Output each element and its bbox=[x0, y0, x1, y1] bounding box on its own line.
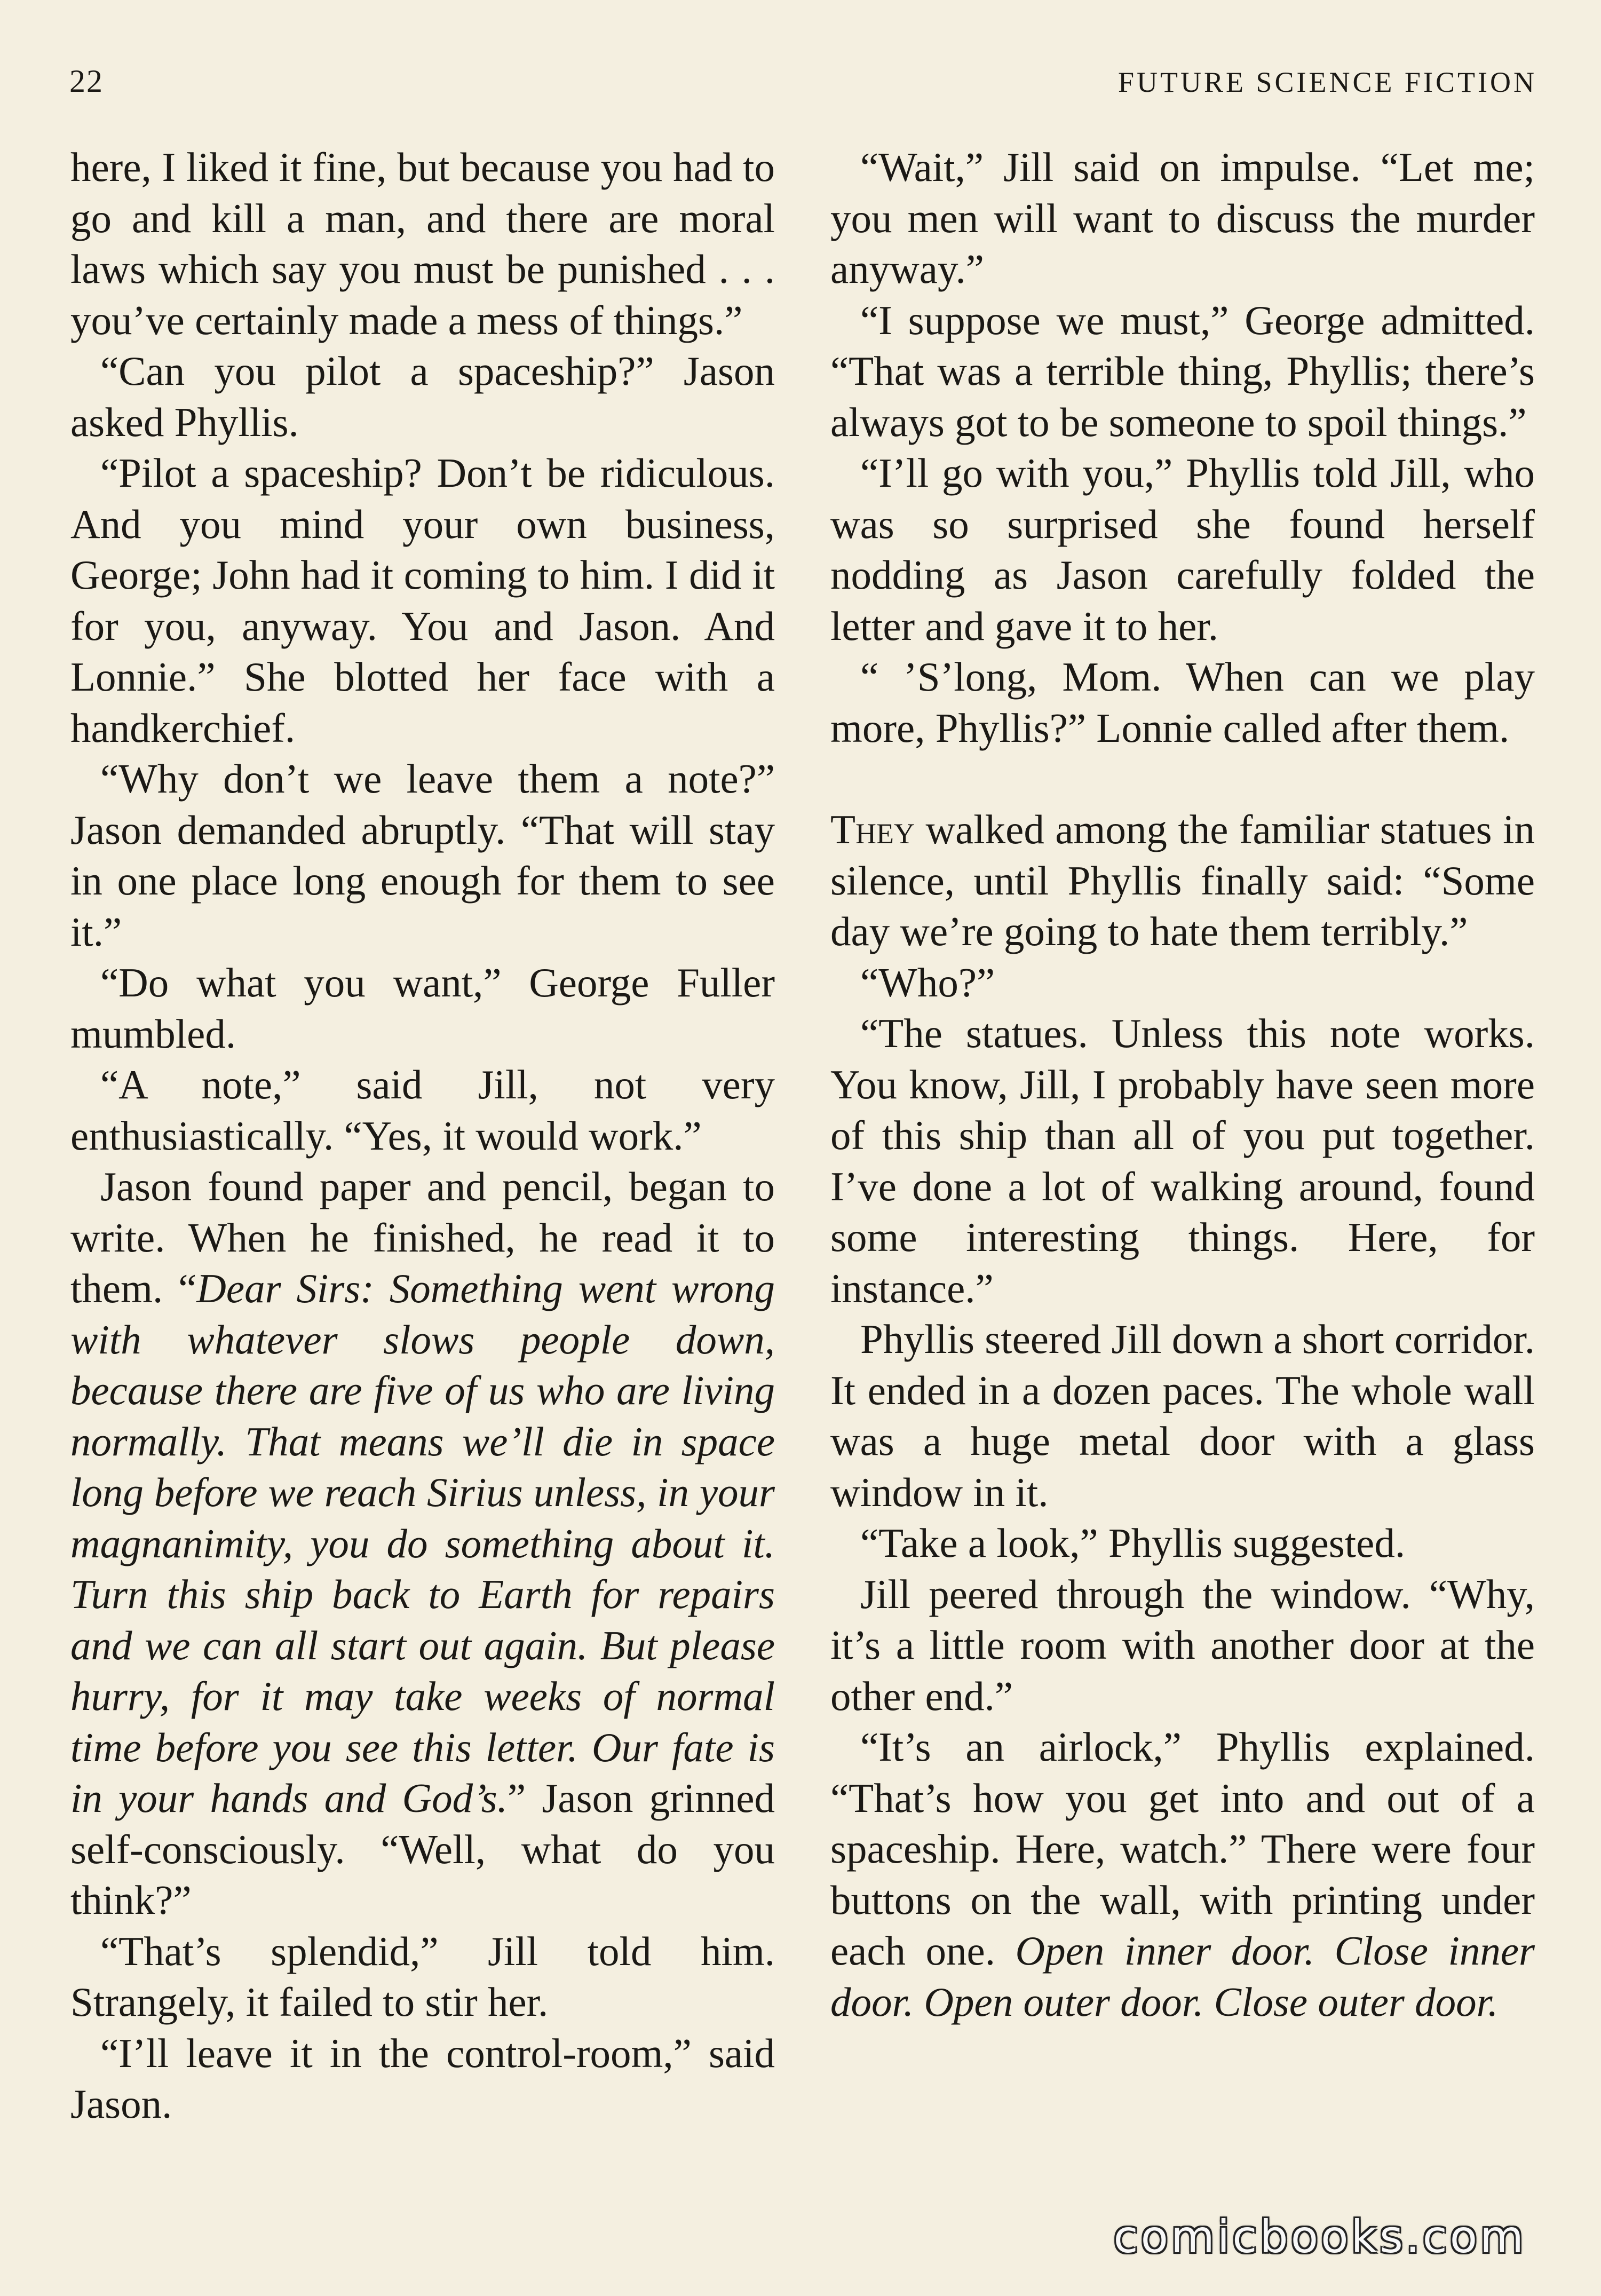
text-run: “I’ll leave it in the control-room,” said Jason. bbox=[70, 2030, 775, 2127]
page-number: 22 bbox=[69, 64, 104, 99]
page-header bbox=[69, 63, 1537, 106]
text-run: here, I liked it fine, but because you had to go and kill a man, and there are moral laws which say you must be punished . . . you’ve certainly made a mess of things.” bbox=[70, 144, 775, 343]
paragraph bbox=[70, 346, 775, 448]
text-run: “Can you pilot a spaceship?” Jason asked Phyllis. bbox=[70, 348, 775, 445]
right-column bbox=[830, 142, 1535, 2028]
paragraph bbox=[830, 1008, 1535, 1314]
paragraph bbox=[70, 1161, 775, 1926]
paragraph bbox=[830, 957, 1535, 1009]
text-run: “Why don’t we leave them a note?” Jason demanded abruptly. “That will stay in one place long enough for them to see it.” bbox=[70, 756, 775, 955]
paragraph bbox=[70, 1059, 775, 1161]
text-run: ” Jason grinned self-consciously. “Well, what do you think?” bbox=[70, 1775, 775, 1923]
paragraph bbox=[830, 1722, 1535, 2028]
paragraph bbox=[830, 1569, 1535, 1722]
text-run: “A note,” said Jill, not very enthusiastically. “Yes, it would work.” bbox=[70, 1062, 775, 1159]
paragraph bbox=[70, 2028, 775, 2130]
paragraph bbox=[830, 1518, 1535, 1569]
text-run: “It’s an airlock,” Phyllis explained. “That’s how you get into and out of a spaceship. Here, watch.” There were four buttons on the wall, with printing under each one. bbox=[830, 1724, 1535, 1974]
text-run: walked among the familiar statues in silence, until Phyllis finally said: “Some day we’re going to hate them terribly.” bbox=[830, 806, 1535, 954]
text-run: “Pilot a spaceship? Don’t be ridiculous. And you mind your own business, George; John had it coming to him. I did it for you, anyway. You and Jason. And Lonnie.” She blotted her face with a handkerchief. bbox=[70, 450, 775, 751]
text-run: “I suppose we must,” George admitted. “That was a terrible thing, Phyllis; there’s always got to be someone to spoil things.” bbox=[830, 297, 1535, 445]
text-run: “The statues. Unless this note works. You know, Jill, I probably have seen more of this ship than all of you put together. I’ve done a lot of walking around, found some interesting things. Here, for instance.” bbox=[830, 1010, 1535, 1311]
text-run: “Who?” bbox=[860, 959, 995, 1006]
paragraph bbox=[830, 804, 1535, 957]
running-head: FUTURE SCIENCE FICTION bbox=[1117, 66, 1537, 98]
paragraph bbox=[70, 754, 775, 957]
paragraph bbox=[70, 448, 775, 754]
paragraph bbox=[70, 1926, 775, 2028]
text-run: “That’s splendid,” Jill told him. Strangely, it failed to stir her. bbox=[70, 1928, 775, 2025]
paragraph bbox=[830, 295, 1535, 448]
paragraph bbox=[70, 142, 775, 346]
text-run: “ ’S’long, Mom. When can we play more, Phyllis?” Lonnie called after them. bbox=[830, 654, 1535, 751]
text-run: “Wait,” Jill said on impulse. “Let me; you men will want to discuss the murder anyway.” bbox=[830, 144, 1535, 292]
small-caps-text: They bbox=[830, 806, 915, 852]
paragraph bbox=[830, 448, 1535, 652]
text-run: “I’ll go with you,” Phyllis told Jill, who was so surprised she found herself nodding as Jason carefully folded the letter and gave it to her. bbox=[830, 450, 1535, 649]
text-run: Jill peered through the window. “Why, it’s a little room with another door at the other end.” bbox=[830, 1571, 1535, 1719]
text-run: “Take a look,” Phyllis suggested. bbox=[860, 1520, 1406, 1566]
text-run: Phyllis steered Jill down a short corridor. It ended in a dozen paces. The whole wall was a huge metal door with a glass window in it. bbox=[830, 1316, 1535, 1515]
watermark: comicbooks.com bbox=[1113, 2211, 1526, 2263]
paragraph bbox=[830, 142, 1535, 295]
paragraph bbox=[70, 957, 775, 1059]
paragraph bbox=[830, 652, 1535, 754]
paragraph bbox=[830, 1314, 1535, 1518]
text-run: “Do what you want,” George Fuller mumbled. bbox=[70, 960, 775, 1057]
left-column bbox=[70, 142, 775, 2130]
italic-text: Open inner door. Close inner door. Open outer door. Close outer door. bbox=[830, 1928, 1535, 2025]
italic-text: Dear Sirs: Something went wrong with whatever slows people down, because there are five of us who are living normally. That means we’ll die in space long before we reach Sirius unless, in your magnanimity, you do something about it. Turn this ship back to Earth for repairs and we can all start out again. But please hurry, for it may take weeks of normal time before you see this letter. Our fate is in your hands and God’s. bbox=[70, 1265, 775, 1821]
text-run: Jason found paper and pencil, began to write. When he finished, he read it to them. “ bbox=[70, 1163, 775, 1311]
